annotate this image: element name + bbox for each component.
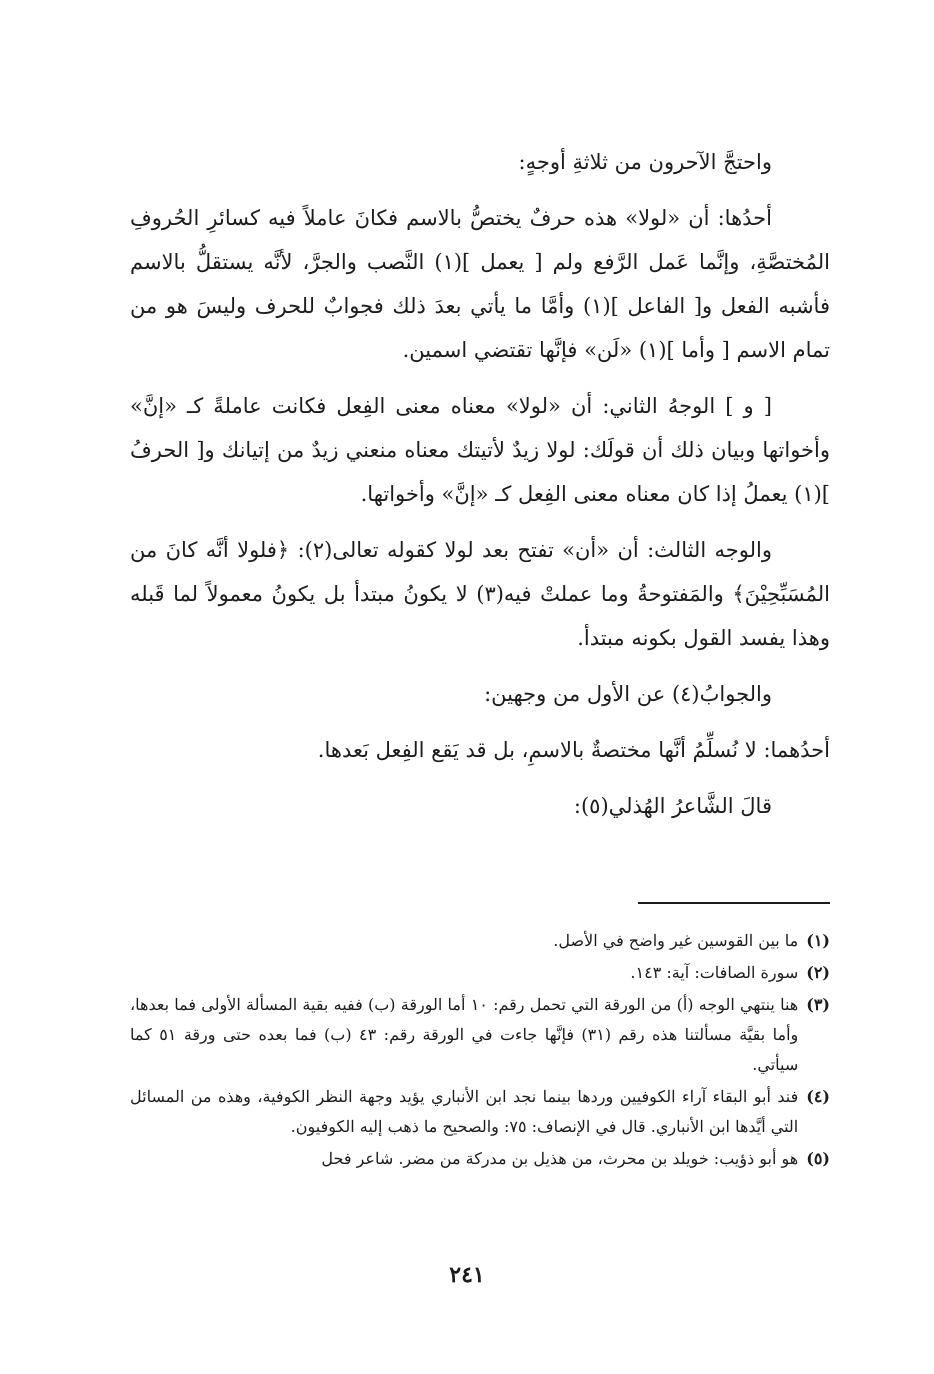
footnote-item	[130, 990, 830, 1080]
footnote-marker: (١)	[806, 931, 830, 950]
footnote-marker: (٢)	[806, 963, 830, 982]
paragraph-poet-intro: قالَ الشَّاعرُ الهُذلي(٥):	[573, 794, 772, 818]
footnote-text: هنا ينتهي الوجه (أ) من الورقة التي تحمل رقم: ١٠ أما الورقة (ب) ففيه بقية المسألة الأولى فما بعدها، وأما بقيَّة مسألتنا هذه رقم (٣١) فإنَّها جاءت في الورقة رقم: ٤٣ (ب) فما بعده حتى ورقة ٥١ كما سيأتي.	[130, 995, 799, 1074]
footnote-text: ما بين القوسين غير واضح في الأصل.	[553, 931, 799, 950]
paragraph-intro: واحتجَّ الآحرون من ثلاثةِ أوجهٍ:	[518, 150, 772, 174]
footnote-item	[130, 1144, 830, 1174]
footnote-item	[130, 1082, 830, 1142]
paragraph-first-answer: أحدُهما: لا نُسلِّمُ أنَّها مختصةٌ بالاسمِ، بل قد يَقع الفِعل بَعدها.	[317, 738, 830, 762]
footnote-item	[130, 926, 830, 956]
footnote-text: سورة الصافات: آية: ١٤٣.	[630, 963, 799, 982]
main-text-body	[130, 140, 830, 828]
paragraph-third-aspect: والوجه الثالث: أن «أن» تفتح بعد لولا كقوله تعالى(٢): ﴿فلولا أنَّه كانَ من المُسَبِّحِيْنَ﴾ والمَفتوحةُ وما عملتْ فيه(٣) لا يكونُ مبتدأ بل يكونُ معمولاً لما قَبله وهذا يفسد القول بكونه مبتدأ.	[130, 538, 830, 650]
footnote-marker: (٤)	[806, 1087, 830, 1106]
footnotes-section	[130, 926, 830, 1176]
footnote-text: فند أبو البقاء آراء الكوفيين وردها بينما نجد ابن الأنباري يؤيد وجهة النظر الكوفية، وهذه من المسائل التي أيَّدها ابن الأنباري. قال في الإنصاف: ٧٥: والصحيح ما ذهب إليه الكوفيون.	[130, 1087, 799, 1136]
footnote-marker: (٣)	[806, 995, 830, 1014]
page-number: ٢٤١	[449, 1262, 485, 1288]
paragraph-answer-heading: والجوابُ(٤) عن الأول من وجهين:	[484, 682, 772, 706]
footnote-item	[130, 958, 830, 988]
footnote-text: هو أبو ذؤيب: خويلد بن محرث، من هذيل بن مدركة من مضر. شاعر فحل	[321, 1149, 799, 1168]
footnote-divider	[638, 902, 830, 904]
footnote-marker: (٥)	[806, 1149, 830, 1168]
paragraph-second-aspect: [ و ] الوجهُ الثاني: أن «لولا» معناه معنى الفِعل فكانت عاملةً كـ «إنَّ» وأخواتها وبيان ذلك أن قولَك: لولا زيدٌ لأتيتك معناه منعني زيدٌ من إتيانك و[ الحرفُ ](١) يعملُ إذا كان معناه معنى الفِعل كـ «إنَّ» وأخواتها.	[130, 394, 830, 506]
paragraph-first-aspect: أحدُها: أن «لولا» هذه حرفٌ يختصُّ بالاسم فكانَ عاملاً فيه كسائرِ الحُروفِ المُختصَّةِ، وإنَّما عَمل الرَّفع ولم [ يعمل ](١) النَّصب والجرَّ، لأنَّه يستقلُّ بالاسم فأشبه الفعل و[ الفاعل ](١) وأمَّا ما يأتي بعدَ ذلك فجوابٌ للحرف وليسَ هو من تمام الاسم [ وأما ](١) «لَن» فإنَّها تقتضي اسمين.	[130, 206, 830, 362]
